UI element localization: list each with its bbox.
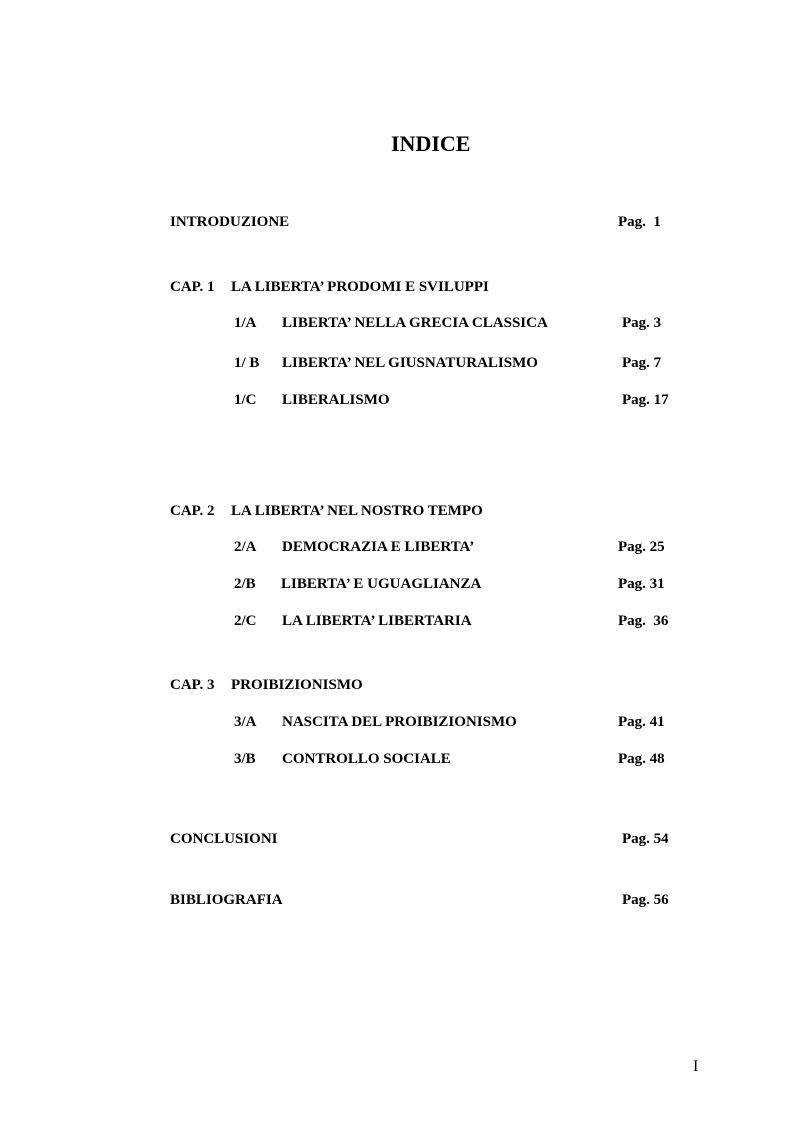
section-label: LIBERTA’ E UGUAGLIANZA	[281, 576, 482, 592]
chapter-3-number: CAP. 3	[170, 677, 215, 693]
toc-intro-page: Pag. 1	[618, 214, 661, 230]
page-number: I	[693, 1058, 699, 1075]
chapter-1-number: CAP. 1	[170, 279, 215, 295]
toc-bibliography-page: Pag. 56	[622, 892, 669, 908]
section-code: 3/B	[234, 751, 256, 767]
toc-conclusions-label: CONCLUSIONI	[170, 831, 278, 847]
section-code: 2/C	[234, 613, 257, 629]
section-label: DEMOCRAZIA E LIBERTA’	[282, 539, 475, 555]
section-page: Pag. 48	[618, 751, 665, 767]
chapter-3-title: PROIBIZIONISMO	[231, 677, 363, 693]
page-title: INDICE	[391, 131, 471, 156]
section-code: 3/A	[234, 714, 257, 730]
section-page: Pag. 17	[622, 392, 669, 408]
toc-intro-label: INTRODUZIONE	[170, 214, 290, 230]
section-code: 2/B	[234, 576, 256, 592]
section-label: LIBERTA’ NELLA GRECIA CLASSICA	[282, 315, 548, 331]
toc-conclusions-page: Pag. 54	[622, 831, 669, 847]
section-label: LIBERALISMO	[282, 392, 390, 408]
section-label: LA LIBERTA’ LIBERTARIA	[282, 613, 472, 629]
section-page: Pag. 31	[618, 576, 665, 592]
toc-bibliography-label: BIBLIOGRAFIA	[170, 892, 283, 908]
section-code: 1/C	[234, 392, 257, 408]
section-page: Pag. 41	[618, 714, 665, 730]
section-page: Pag. 7	[622, 355, 662, 371]
section-label: CONTROLLO SOCIALE	[282, 751, 451, 767]
section-page: Pag. 3	[622, 315, 662, 331]
section-code: 2/A	[234, 539, 257, 555]
chapter-1-title: LA LIBERTA’ PRODOMI E SVILUPPI	[231, 279, 489, 295]
section-code: 1/A	[234, 315, 257, 331]
section-page: Pag. 25	[618, 539, 665, 555]
section-page: Pag. 36	[618, 613, 669, 629]
chapter-2-title: LA LIBERTA’ NEL NOSTRO TEMPO	[231, 503, 483, 519]
section-code: 1/ B	[234, 355, 260, 371]
section-label: LIBERTA’ NEL GIUSNATURALISMO	[282, 355, 538, 371]
chapter-2-number: CAP. 2	[170, 503, 215, 519]
section-label: NASCITA DEL PROIBIZIONISMO	[282, 714, 517, 730]
